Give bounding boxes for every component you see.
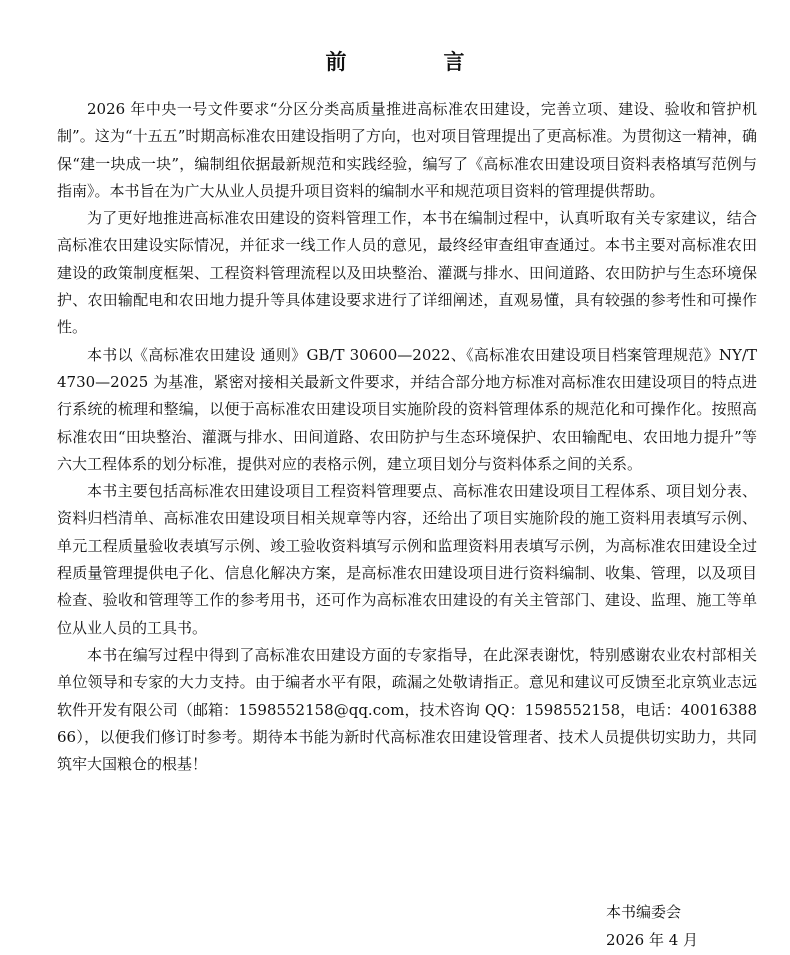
paragraph: 为了更好地推进高标准农田建设的资料管理工作，本书在编制过程中，认真听取有关专家建议，结合高标准农田建设实际情况，并征求一线工作人员的意见，最终经审查组审查通过。本书主要对高标准农田建设的政策制度框架、工程资料管理流程以及田块整治、灌溉与排水、田间道路、农田防护与生态环境保护、农田输配电和农田地力提升等具体建设要求进行了详细阐述，直观易懂，具有较强的参考性和可操作性。: [57, 209, 757, 337]
signature-date: 2026 年 4 月: [606, 931, 699, 949]
paragraph: 2026 年中央一号文件要求“分区分类高质量推进高标准农田建设，完善立项、建设、验收和管护机制”。这为“十五五”时期高标准农田建设指明了方向，也对项目管理提出了更高标准。为贯彻这一精神，确保“建一块成一块”，编制组依据最新规范和实践经验，编写了《高标准农田建设项目资料表格填写范例与指南》。本书旨在为广大从业人员提升项目资料的编制水平和规范项目资料的管理提供帮助。: [57, 100, 757, 200]
signature-organization: 本书编委会: [606, 903, 682, 921]
paragraph: 本书主要包括高标准农田建设项目工程资料管理要点、高标准农田建设项目工程体系、项目划分表、资料归档清单、高标准农田建设项目相关规章等内容，还给出了项目实施阶段的施工资料用表填写示例、单元工程质量验收表填写示例、竣工验收资料填写示例和监理资料用表填写示例，为高标准农田建设全过程质量管理提供电子化、信息化解决方案，是高标准农田建设项目进行资料编制、收集、管理，以及项目检查、验收和管理等工作的参考用书，还可作为高标准农田建设的有关主管部门、建设、监理、施工等单位从业人员的工具书。: [57, 482, 757, 637]
paragraph: 本书以《高标准农田建设 通则》GB/T 30600—2022、《高标准农田建设项目档案管理规范》NY/T 4730—2025 为基准，紧密对接相关最新文件要求，并结合部分地方标准对高标准农田建设项目的特点进行系统的梳理和整编，以便于高标准农田建设项目实施阶段的资料管理体系的规范化和可操作化。按照高标准农田“田块整治、灌溉与排水、田间道路、农田防护与生态环境保护、农田输配电、农田地力提升”等六大工程体系的划分标准，提供对应的表格示例，建立项目划分与资料体系之间的关系。: [57, 345, 757, 473]
page-title: 前 言: [325, 50, 503, 75]
paragraph: 本书在编写过程中得到了高标准农田建设方面的专家指导，在此深表谢忱，特别感谢农业农村部相关单位领导和专家的大力支持。由于编者水平有限，疏漏之处敬请指正。意见和建议可反馈至北京筑业志远软件开发有限公司（邮箱：1598552158@qq.com，技术咨询 QQ：1598552158，电话：4001638866），以便我们修订时参考。期待本书能为新时代高标准农田建设管理者、技术人员提供切实助力，共同筑牢大国粮仓的根基！: [57, 645, 757, 774]
preface-body: [57, 96, 757, 778]
